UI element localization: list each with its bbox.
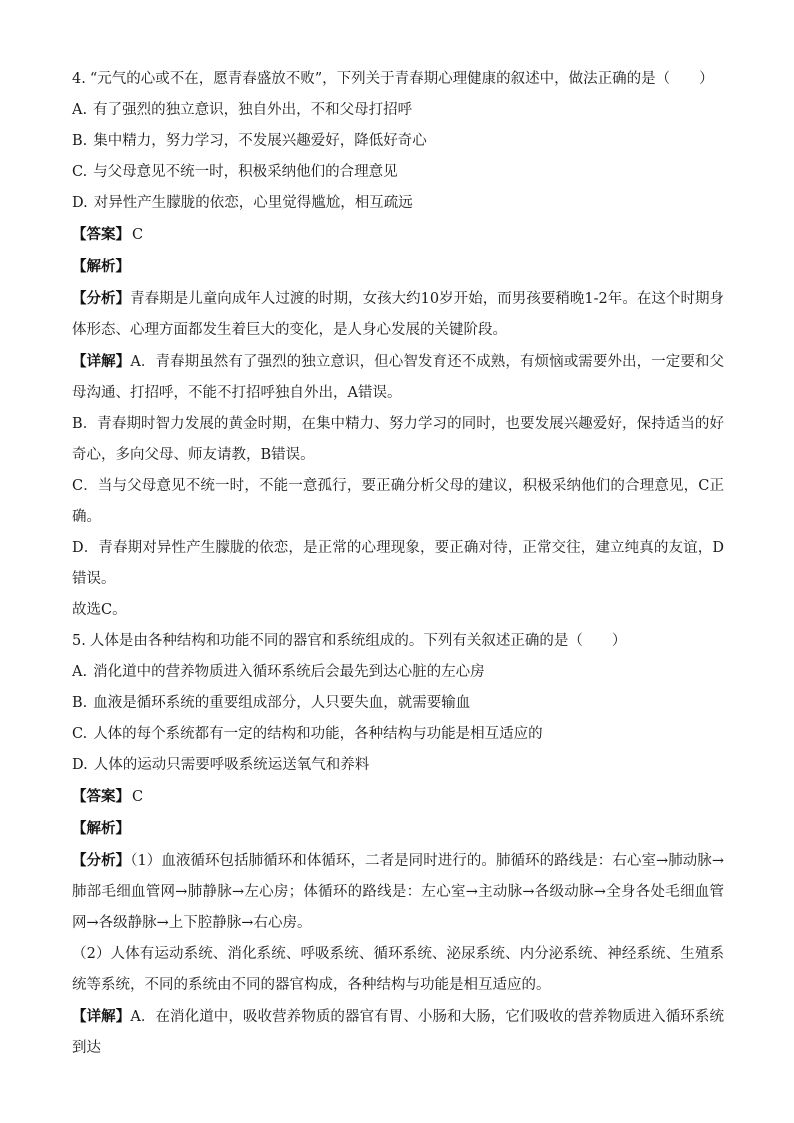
q4-detail-c: C．当与父母意见不统一时，不能一意孤行，要正确分析父母的建议，积极采纳他们的合理意见，C正确。 (72, 478, 724, 525)
q5-option-d (72, 750, 724, 781)
q4-answer-label: 【答案】 (72, 226, 130, 243)
q5-number: 5. (72, 633, 86, 649)
q5-option-b-text: 血液是循环系统的重要组成部分，人只要失血，就需要输血 (93, 695, 471, 711)
q5-answer (72, 781, 724, 813)
q4-option-b-letter: B. (72, 133, 88, 149)
q4-option-c-letter: C. (72, 164, 88, 180)
q5-option-b-letter: B. (72, 695, 88, 711)
q4-analysis-heading (72, 251, 724, 283)
q4-stem-text: “元气的心或不在，愿青春盛放不败”，下列关于青春期心理健康的叙述中，做法正确的是（ ） (89, 71, 714, 87)
q5-analysis-label: 【解析】 (72, 820, 130, 837)
q5-option-d-text: 人体的运动只需要呼吸系统运送氧气和养料 (93, 757, 370, 773)
q5-option-d-letter: D. (72, 757, 88, 773)
q4-option-d (72, 188, 724, 219)
q4-option-a-text: 有了强烈的独立意识，独自外出，不和父母打招呼 (93, 102, 413, 118)
q5-stem-text: 人体是由各种结构和功能不同的器官和系统组成的。下列有关叙述正确的是（ ） (89, 633, 627, 649)
q5-option-c-text: 人体的每个系统都有一定的结构和功能，各种结构与功能是相互适应的 (93, 726, 543, 742)
q4-option-d-text: 对异性产生朦胧的依恋，心里觉得尴尬，相互疏远 (93, 195, 413, 211)
q4-detail-a-text: A．青春期虽然有了强烈的独立意识，但心智发育还不成熟，有烦恼或需要外出，一定要和父母沟通、打招呼，不能不打招呼独自外出，A错误。 (72, 354, 725, 401)
q4-answer-value: C (132, 227, 144, 243)
q4-option-d-letter: D. (72, 195, 88, 211)
q4-answer (72, 219, 724, 251)
q5-detail-a (72, 1001, 724, 1064)
q5-detail-a-text: A．在消化道中，吸收营养物质的器官有胃、小肠和大肠，它们吸收的营养物质进入循环系统到达 (72, 1009, 725, 1056)
q5-option-a-text: 消化道中的营养物质进入循环系统后会最先到达心脏的左心房 (93, 664, 485, 680)
q4-option-a (72, 95, 724, 126)
q4-detail-label: 【详解】 (72, 353, 131, 370)
q5-option-c (72, 719, 724, 750)
q4-analysis-label: 【解析】 (72, 258, 130, 275)
q4-option-c (72, 157, 724, 188)
q4-detail-a (72, 346, 724, 409)
q4-option-b (72, 126, 724, 157)
document-page (72, 64, 724, 1064)
q5-fenxi-2: （2）人体有运动系统、消化系统、呼吸系统、循环系统、泌尿系统、内分泌系统、神经系统、生殖系统等系统，不同的系统由不同的器官构成，各种结构与功能是相互适应的。 (72, 946, 724, 993)
q4-conclusion: 故选C。 (72, 602, 127, 618)
q4-number: 4. (72, 71, 86, 87)
q5-detail-label: 【详解】 (72, 1008, 131, 1025)
q4-fenxi (72, 283, 724, 346)
q4-stem (72, 64, 724, 95)
q4-fenxi-text: 青春期是儿童向成年人过渡的时期，女孩大约10岁开始，而男孩要稍晚1-2年。在这个时期身体形态、心理方面都发生着巨大的变化，是人身心发展的关键阶段。 (72, 291, 724, 338)
q5-stem (72, 626, 724, 657)
q5-answer-value: C (132, 789, 144, 805)
q5-option-a-letter: A. (72, 664, 88, 680)
q4-option-a-letter: A. (72, 102, 88, 118)
q4-detail-d: D．青春期对异性产生朦胧的依恋，是正常的心理现象，要正确对待，正常交往，建立纯真的友谊，D错误。 (72, 540, 724, 587)
q5-fenxi-label: 【分析】 (72, 852, 131, 869)
q4-detail-b: B．青春期时智力发展的黄金时期，在集中精力、努力学习的同时，也要发展兴趣爱好，保持适当的好奇心，多向父母、师友请教，B错误。 (72, 416, 724, 463)
q4-fenxi-label: 【分析】 (72, 290, 131, 307)
q5-fenxi-1-text: （1）血液循环包括肺循环和体循环，二者是同时进行的。肺循环的路线是：右心室→肺动脉→肺部毛细血管网→肺静脉→左心房；体循环的路线是：左心室→主动脉→各级动脉→全身各处毛细血管网→各级静脉→上下腔静脉→右心房。 (72, 853, 724, 931)
q4-option-c-text: 与父母意见不统一时，积极采纳他们的合理意见 (93, 164, 398, 180)
q5-option-c-letter: C. (72, 726, 88, 742)
q5-option-b (72, 688, 724, 719)
q5-answer-label: 【答案】 (72, 788, 130, 805)
q5-option-a (72, 657, 724, 688)
q5-fenxi-1 (72, 845, 724, 939)
q4-option-b-text: 集中精力，努力学习，不发展兴趣爱好，降低好奇心 (93, 133, 427, 149)
q5-analysis-heading (72, 813, 724, 845)
